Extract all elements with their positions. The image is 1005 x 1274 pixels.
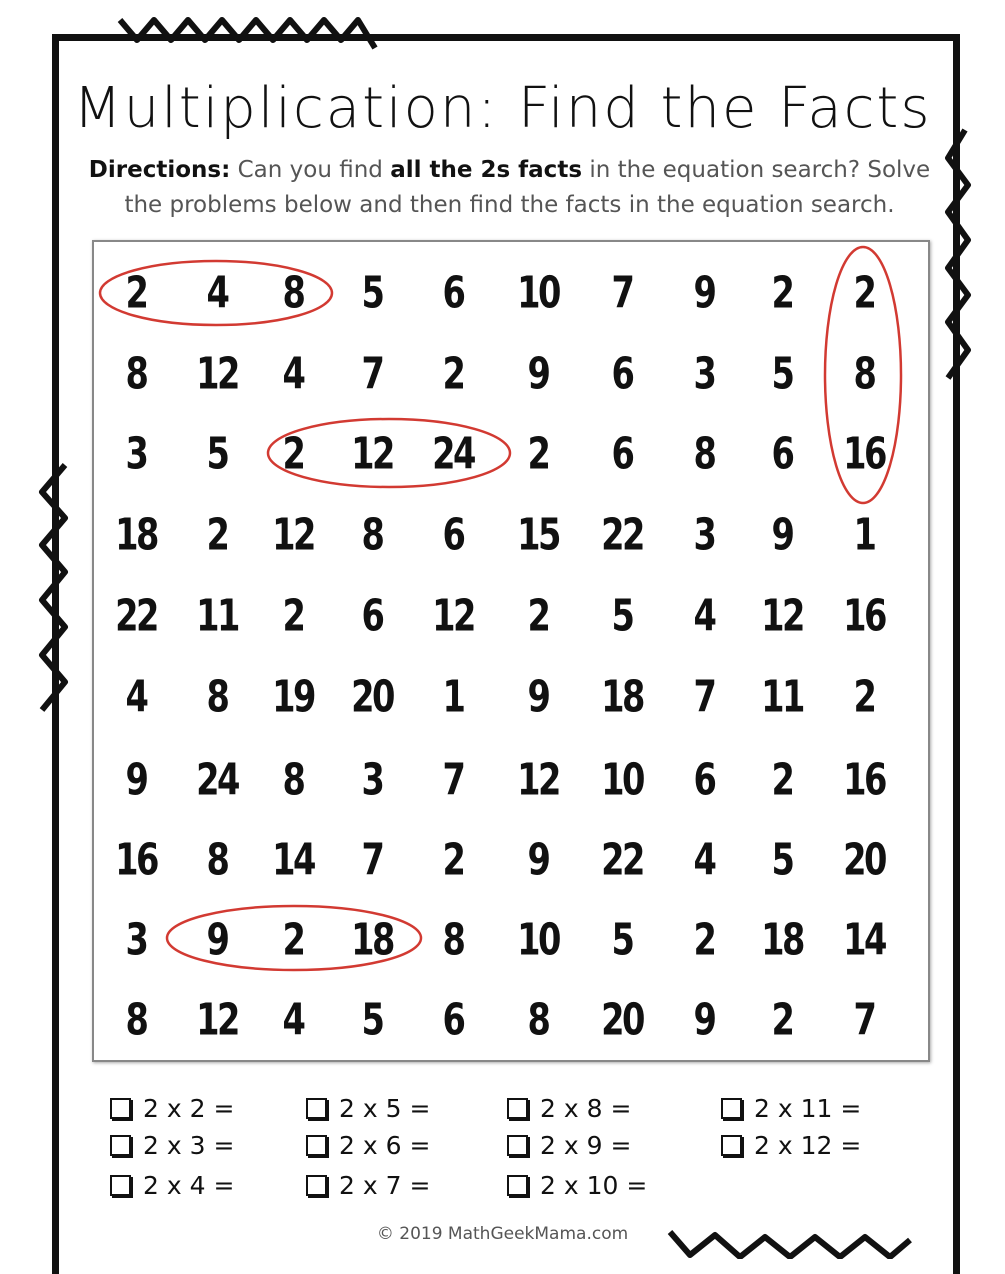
grid-cell: 2: [282, 428, 304, 480]
grid-cell: 20: [843, 834, 885, 886]
checkbox[interactable]: [306, 1098, 327, 1119]
grid-cell: 3: [693, 348, 715, 400]
grid-cell: 9: [527, 348, 549, 400]
grid-cell: 9: [527, 834, 549, 886]
grid-cell: 12: [196, 348, 238, 400]
grid-cell: 18: [601, 671, 643, 723]
grid-cell: 7: [853, 994, 875, 1046]
problem-item: [110, 1094, 234, 1123]
grid-cell: 1: [853, 509, 875, 561]
grid-cell: 6: [361, 590, 383, 642]
grid-cell: 6: [442, 509, 464, 561]
directions-prefix: Directions:: [88, 157, 231, 183]
grid-cell: 1: [442, 671, 464, 723]
grid-cell: 8: [527, 994, 549, 1046]
grid-cell: 8: [282, 267, 304, 319]
grid-cell: 22: [115, 590, 157, 642]
grid-cell: 2: [282, 590, 304, 642]
grid-cell: 6: [611, 428, 633, 480]
grid-cell: 8: [693, 428, 715, 480]
checkbox[interactable]: [110, 1135, 131, 1156]
grid-cell: 10: [601, 754, 643, 806]
problem-text: 2 x 4 =: [143, 1171, 235, 1200]
grid-cell: 2: [527, 428, 549, 480]
grid-cell: 7: [693, 671, 715, 723]
grid-cell: 2: [125, 267, 147, 319]
problem-item: [721, 1131, 861, 1160]
grid-cell: 22: [601, 509, 643, 561]
grid-cell: 3: [693, 509, 715, 561]
grid-cell: 16: [115, 834, 157, 886]
checkbox[interactable]: [507, 1175, 528, 1196]
grid-cell: 9: [527, 671, 549, 723]
grid-cell: 12: [432, 590, 474, 642]
grid-cell: 8: [442, 914, 464, 966]
grid-cell: 8: [125, 348, 147, 400]
grid-cell: 20: [601, 994, 643, 1046]
grid-cell: 8: [282, 754, 304, 806]
grid-cell: 11: [196, 590, 238, 642]
grid-cell: 22: [601, 834, 643, 886]
grid-cell: 2: [527, 590, 549, 642]
problem-item: [507, 1131, 631, 1160]
grid-cell: 14: [843, 914, 885, 966]
grid-cell: 12: [517, 754, 559, 806]
directions-bold: all the 2s facts: [390, 157, 583, 183]
checkbox[interactable]: [110, 1098, 131, 1119]
checkbox[interactable]: [721, 1098, 742, 1119]
copyright-footer: © 2019 MathGeekMama.com: [376, 1224, 629, 1244]
problem-text: 2 x 3 =: [143, 1131, 235, 1160]
grid-cell: 6: [611, 348, 633, 400]
problem-item: [110, 1131, 234, 1160]
grid-cell: 2: [771, 994, 793, 1046]
grid-cell: 16: [843, 754, 885, 806]
checkbox[interactable]: [306, 1135, 327, 1156]
grid-cell: 3: [125, 428, 147, 480]
grid-cell: 15: [517, 509, 559, 561]
grid-cell: 5: [361, 267, 383, 319]
problem-item: [110, 1171, 234, 1200]
grid-cell: 8: [853, 348, 875, 400]
page-title: Multiplication: Find the Facts: [73, 76, 932, 141]
checkbox[interactable]: [110, 1175, 131, 1196]
grid-cell: 16: [843, 590, 885, 642]
grid-cell: 5: [361, 994, 383, 1046]
problem-text: 2 x 5 =: [339, 1094, 431, 1123]
grid-cell: 2: [853, 267, 875, 319]
grid-cell: 5: [206, 428, 228, 480]
grid-cell: 12: [351, 428, 393, 480]
checkbox[interactable]: [507, 1135, 528, 1156]
grid-cell: 2: [442, 834, 464, 886]
checkbox[interactable]: [306, 1175, 327, 1196]
problem-item: [721, 1094, 861, 1123]
grid-cell: 6: [442, 994, 464, 1046]
equation-search-grid: [92, 240, 930, 1062]
grid-cell: 6: [771, 428, 793, 480]
grid-cell: 8: [125, 994, 147, 1046]
directions-text-2: in the equation search? Solve the problems below and then find the facts in the equation search.: [124, 157, 931, 218]
directions: [82, 153, 937, 223]
grid-cell: 18: [351, 914, 393, 966]
grid-cell: 12: [761, 590, 803, 642]
problem-text: 2 x 6 =: [339, 1131, 431, 1160]
problem-text: 2 x 12 =: [754, 1131, 862, 1160]
grid-cell: 8: [206, 671, 228, 723]
grid-cell: 3: [125, 914, 147, 966]
grid-cell: 7: [611, 267, 633, 319]
grid-cell: 24: [432, 428, 474, 480]
grid-cell: 20: [351, 671, 393, 723]
grid-cell: 9: [693, 994, 715, 1046]
problem-text: 2 x 9 =: [540, 1131, 632, 1160]
problem-text: 2 x 7 =: [339, 1171, 431, 1200]
grid-cell: 2: [771, 267, 793, 319]
grid-cell: 16: [843, 428, 885, 480]
grid-cell: 4: [693, 834, 715, 886]
grid-cell: 10: [517, 267, 559, 319]
grid-cell: 4: [206, 267, 228, 319]
grid-cell: 7: [361, 348, 383, 400]
grid-cell: 18: [761, 914, 803, 966]
grid-cell: 2: [853, 671, 875, 723]
grid-cell: 2: [206, 509, 228, 561]
grid-cell: 10: [517, 914, 559, 966]
grid-cell: 6: [442, 267, 464, 319]
grid-cell: 18: [115, 509, 157, 561]
problem-item: [507, 1094, 631, 1123]
grid-cell: 2: [442, 348, 464, 400]
grid-cell: 9: [693, 267, 715, 319]
grid-cell: 5: [771, 348, 793, 400]
grid-cell: 5: [611, 590, 633, 642]
grid-cell: 8: [206, 834, 228, 886]
problem-text: 2 x 10 =: [540, 1171, 648, 1200]
grid-cell: 9: [206, 914, 228, 966]
directions-text-1: Can you find: [230, 157, 391, 183]
problem-text: 2 x 11 =: [754, 1094, 862, 1123]
grid-cell: 2: [771, 754, 793, 806]
grid-cell: 4: [282, 348, 304, 400]
problem-text: 2 x 2 =: [143, 1094, 235, 1123]
grid-cell: 24: [196, 754, 238, 806]
grid-cell: 4: [693, 590, 715, 642]
problem-text: 2 x 8 =: [540, 1094, 632, 1123]
checkbox[interactable]: [721, 1135, 742, 1156]
grid-cell: 2: [282, 914, 304, 966]
grid-cell: 5: [771, 834, 793, 886]
grid-cell: 7: [442, 754, 464, 806]
grid-cell: 14: [272, 834, 314, 886]
checkbox[interactable]: [507, 1098, 528, 1119]
grid-cell: 11: [761, 671, 803, 723]
problem-item: [306, 1094, 430, 1123]
grid-cell: 7: [361, 834, 383, 886]
grid-cell: 5: [611, 914, 633, 966]
problem-item: [507, 1171, 647, 1200]
grid-cell: 12: [196, 994, 238, 1046]
grid-cell: 2: [693, 914, 715, 966]
grid-cell: 4: [282, 994, 304, 1046]
grid-cell: 4: [125, 671, 147, 723]
grid-cell: 19: [272, 671, 314, 723]
grid-cell: 9: [125, 754, 147, 806]
grid-cell: 9: [771, 509, 793, 561]
grid-cell: 3: [361, 754, 383, 806]
grid-cell: 6: [693, 754, 715, 806]
problem-item: [306, 1171, 430, 1200]
grid-cell: 12: [272, 509, 314, 561]
problem-item: [306, 1131, 430, 1160]
grid-cell: 8: [361, 509, 383, 561]
